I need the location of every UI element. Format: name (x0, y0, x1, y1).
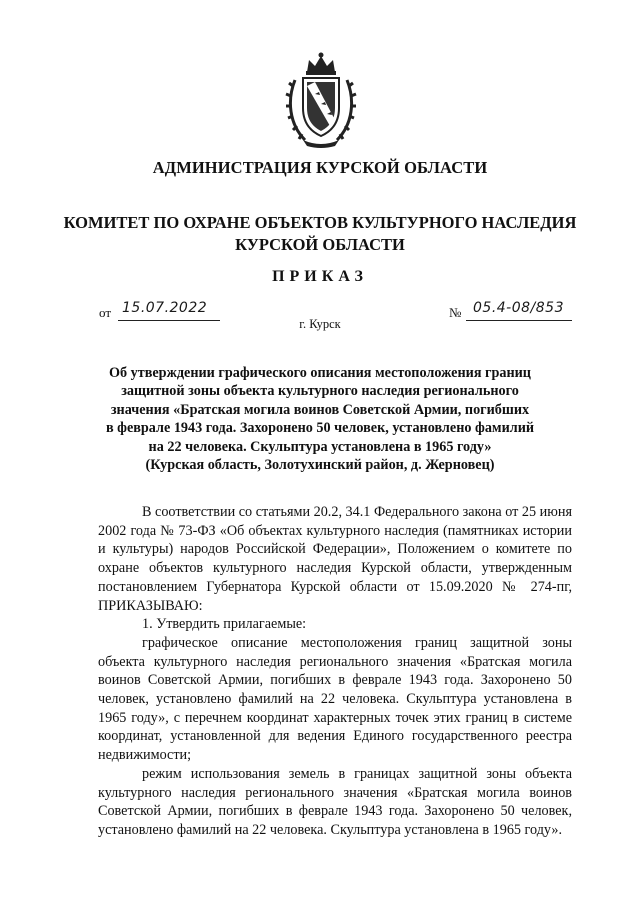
intro-paragraph: В соответствии со статьями 20.2, 34.1 Федерального закона от 25 июня 2002 года № 73-ФЗ «Об объектах культурного наследия (памятниках истории и культуры) народов Российской Федерации», Положением о комитете по охране объектов культурного наследия Курской области, утвержденным постановлением Губернатора Курской области от 15.09.2020 № 274-пг, ПРИКАЗЫВАЮ: (98, 504, 572, 614)
coat-of-arms-emblem (285, 50, 357, 150)
organization-name: АДМИНИСТРАЦИЯ КУРСКОЙ ОБЛАСТИ (152, 158, 488, 177)
order-body (98, 503, 572, 840)
committee-name (0, 212, 640, 256)
title-line: на 22 человека. Скульптура установлена в 1965 году» (148, 438, 492, 455)
date-label: от (99, 305, 112, 320)
number-label: № (449, 305, 462, 320)
item-1b-paragraph: режим использования земель в границах защитной зоны объекта культурного наследия регионального значения «Братская могила воинов Советской Армии, погибших в феврале 1943 года. Захоронено 50 человек, установлено фамилий на 22 человека. Скульптура установлена в 1965 году». (98, 765, 572, 838)
order-title (0, 364, 640, 474)
number-value: 05.4-08/853 (473, 300, 564, 316)
committee-name-line2: КУРСКОЙ ОБЛАСТИ (235, 235, 405, 254)
city-label: г. Курск (299, 317, 341, 331)
title-line: защитной зоны объекта культурного наследия регионального (121, 383, 519, 400)
title-line: в феврале 1943 года. Захоронено 50 человек, установлено фамилий (105, 420, 535, 437)
title-line: Об утверждении графического описания местоположения границ (108, 365, 531, 381)
date-value: 15.07.2022 (122, 300, 208, 316)
document-type: ПРИКАЗ (272, 268, 368, 285)
title-line: значения «Братская могила воинов Советской Армии, погибших (110, 401, 530, 418)
item-1a-paragraph: графическое описание местоположения границ защитной зоны объекта культурного наследия регионального значения «Братская могила воинов Советской Армии, погибших в феврале 1943 года. Захоронено 50 человек, установлено фамилий на 22 человека. Скульптура установлена в 1965 году», с перечнем координат характерных точек этих границ в системе координат, установленной для ведения Единого государственного реестра недвижимости; (98, 634, 572, 764)
title-line: (Курская область, Золотухинский район, д. Жерновец) (145, 457, 495, 474)
item-1: 1. Утвердить прилагаемые: (142, 616, 307, 633)
committee-name-line1: КОМИТЕТ ПО ОХРАНЕ ОБЪЕКТОВ КУЛЬТУРНОГО НАСЛЕДИЯ (63, 213, 577, 232)
